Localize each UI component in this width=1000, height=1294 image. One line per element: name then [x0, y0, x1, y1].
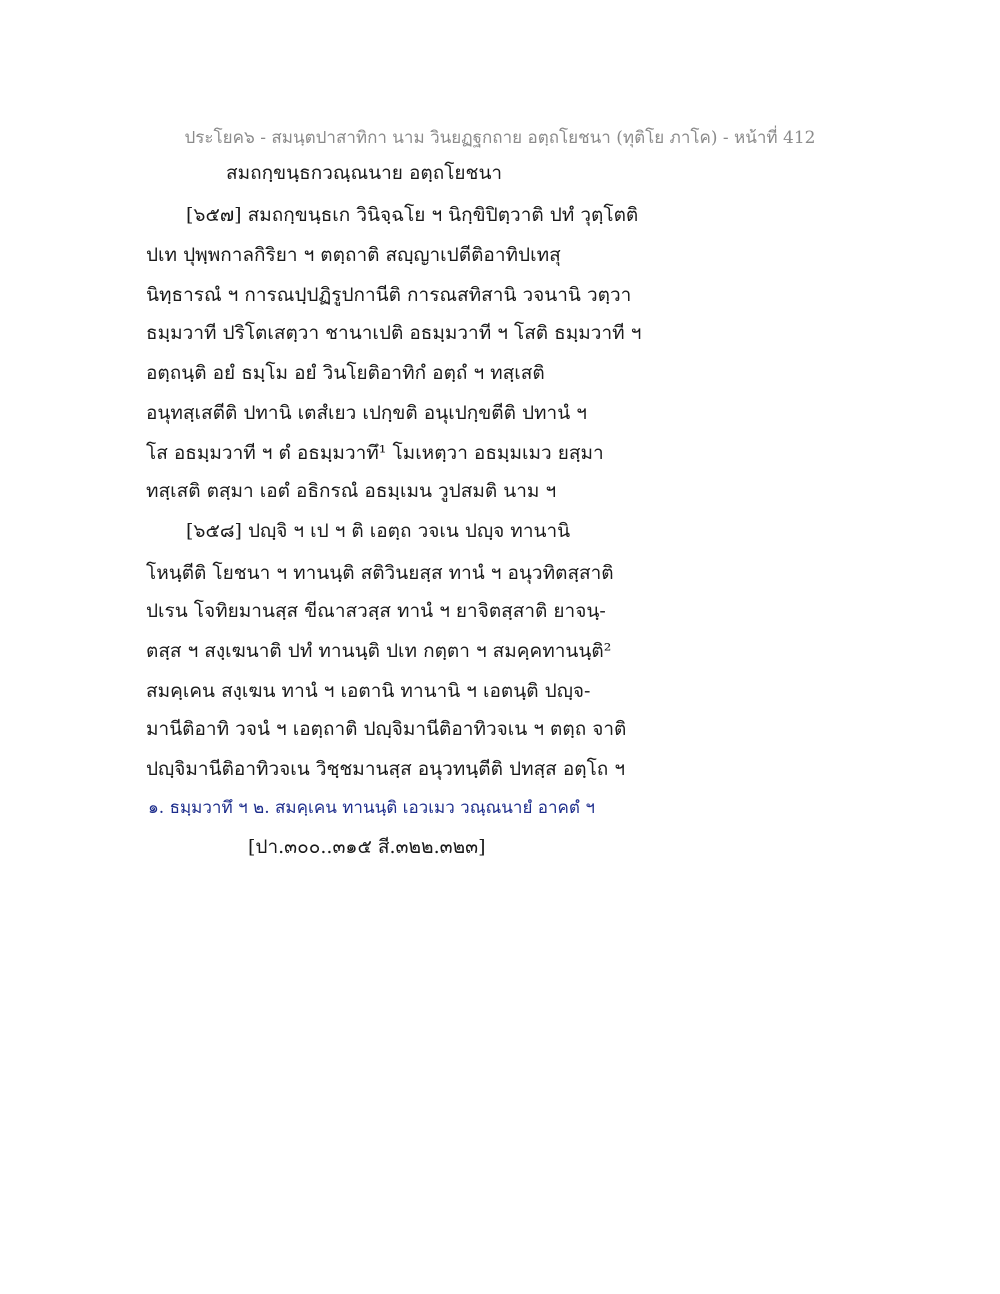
text-line: ธมฺมวาที ปริโตเสตฺวา ชานาเปติ อธมฺมวาที ฯ โสติ ธมฺมวาที ฯ — [146, 322, 642, 344]
section-title: สมถกฺขนฺธกวณฺณนาย อตฺถโยชนา — [226, 162, 503, 184]
text-line: โส อธมฺมวาที ฯ ตํ อธมฺมวาทึ¹ โมเหตฺวา อธมฺมเมว ยสฺมา — [146, 442, 604, 464]
text-line: ตสฺส ฯ สงฺเฆนาติ ปทํ ทานนฺติ ปเท กตฺตา ฯ สมคฺคทานนฺติ² — [146, 640, 612, 662]
text-line: สมคฺเคน สงฺเฆน ทานํ ฯ เอตานิ ทานานิ ฯ เอตนฺติ ปญฺจ- — [146, 680, 591, 702]
text-line: ทสฺเสติ ตสฺมา เอตํ อธิกรณํ อธมฺเมน วูปสมติ นาม ฯ — [146, 480, 557, 502]
text-line: นิทฺธารณํ ฯ การณปฺปฏิรูปกานีติ การณสทิสานิ วจนานิ วตฺวา — [146, 284, 632, 306]
text-line: โหนฺตีติ โยชนา ฯ ทานนฺติ สติวินยสฺส ทานํ ฯ อนุวทิตสฺสาติ — [146, 562, 614, 584]
page-reference: [ปา.๓๐๐..๓๑๕ สี.๓๒๒.๓๒๓] — [248, 836, 486, 858]
text-line: [๖๕๗] สมถกฺขนฺธเก วินิจฺฉโย ฯ นิกฺขิปิตฺวาติ ปทํ วุตฺโตติ — [186, 204, 639, 226]
text-line: ปเรน โจทิยมานสฺส ขีณาสวสฺส ทานํ ฯ ยาจิตสฺสาติ ยาจนฺ- — [146, 600, 606, 622]
page-header: ประโยค๖ - สมนฺตปาสาทิกา นาม วินยฏฐกถาย อตฺถโยชนา (ทุติโย ภาโค) - หน้าที่ 412 — [184, 128, 816, 148]
text-line: ปเท ปุพฺพกาลกิริยา ฯ ตตฺถาติ สญฺญาเปตีติอาทิปเทสุ — [146, 244, 561, 266]
text-line: อนุทสฺเสตีติ ปทานิ เตสํเยว เปกฺขติ อนุเปกฺขตีติ ปทานํ ฯ — [146, 402, 587, 424]
text-line: ปญฺจิมานีติอาทิวจเน วิชฺชมานสฺส อนุวทนฺตีติ ปทสฺส อตฺโถ ฯ — [146, 758, 625, 780]
text-line: อตฺถนฺติ อยํ ธมฺโม อยํ วินโยติอาทิกํ อตฺถํ ฯ ทสฺเสติ — [146, 362, 545, 384]
text-line: มานีติอาทิ วจนํ ฯ เอตฺถาติ ปญฺจิมานีติอาทิวจเน ฯ ตตฺถ จาติ — [146, 718, 627, 740]
footnote: ๑. ธมฺมวาทึ ฯ ๒. สมคฺเคน ทานนฺติ เอวเมว วณฺณนายํ อาคตํ ฯ — [148, 798, 595, 818]
text-line: [๖๕๘] ปญฺจิ ฯ เป ฯ ติ เอตฺถ วจเน ปญฺจ ทานานิ — [186, 520, 571, 542]
